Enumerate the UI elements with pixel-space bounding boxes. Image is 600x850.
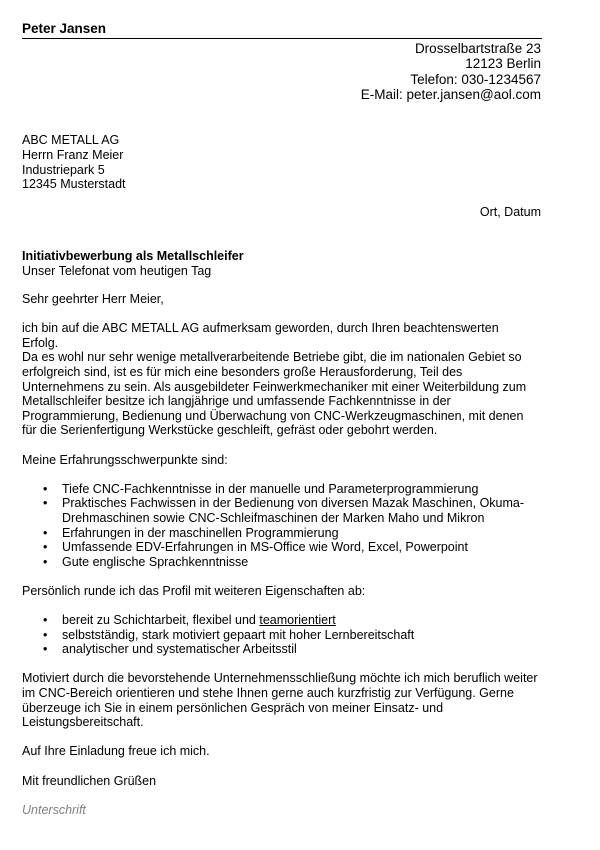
- list-item: • Gute englische Sprachkenntnisse: [62, 555, 538, 570]
- recipient-city: 12345 Musterstadt: [22, 177, 126, 192]
- recipient-company: ABC METALL AG: [22, 133, 120, 147]
- recipient-street: Industriepark 5: [22, 162, 105, 177]
- letter-body: [22, 292, 538, 832]
- subject-block: [22, 249, 542, 278]
- list-item: • Umfassende EDV-Erfahrungen in MS-Office wie Word, Excel, Powerpoint: [62, 540, 538, 555]
- recipient-address: [22, 133, 126, 192]
- list-item: • analytischer und systematischer Arbeitsstil: [62, 642, 538, 657]
- focus-list: [22, 482, 538, 570]
- underlined-word: teamorientiert: [259, 613, 336, 628]
- focus-heading: Meine Erfahrungsschwerpunkte sind:: [22, 452, 228, 467]
- subject-reference: Unser Telefonat vom heutigen Tag: [22, 263, 212, 278]
- list-item: [62, 613, 538, 628]
- list-item: • selbstständig, stark motiviert gepaart mit hoher Lernbereitschaft: [62, 628, 538, 643]
- recipient-contact: Herrn Franz Meier: [22, 147, 124, 162]
- place-date: Ort, Datum: [479, 205, 541, 219]
- sender-email: E-Mail: peter.jansen@aol.com: [360, 87, 541, 103]
- closing-line: Mit freundlichen Grüßen: [22, 773, 157, 788]
- sender-phone: Telefon: 030-1234567: [410, 71, 541, 87]
- sender-city: 12123 Berlin: [465, 56, 541, 72]
- profile-heading: Persönlich runde ich das Profil mit weiteren Eigenschaften ab:: [22, 583, 366, 598]
- profile-list: [22, 613, 538, 657]
- salutation: Sehr geehrter Herr Meier,: [22, 292, 164, 306]
- sender-street: Drosselbartstraße 23: [414, 41, 541, 56]
- signature-placeholder: Unterschrift: [22, 802, 86, 817]
- intro-paragraph-2: Da es wohl nur sehr wenige metallverarbeitende Betriebe gibt, die im nationalen Gebiet so erfolgreich sind, ist es für mich eine besonders große Herausforderung, Teil des Unternehmens zu sein. Als ausgebildeter Feinwerkmechaniker mit einer Weiterbildung zum Metallschleifer besitze ich langjährige und umfassende Fachkenntnisse in der Programmierung, Bedienung und Überwachung von CNC-Werkzeugmaschinen, mit denen für die Serienfertigung Werkstücke geschleift, gefräst oder gebohrt werden.: [22, 350, 527, 438]
- list-item-text: bereit zu Schichtarbeit, flexibel und: [62, 613, 260, 628]
- subject-title: Initiativbewerbung als Metallschleifer: [22, 249, 244, 263]
- list-item: • Erfahrungen in der maschinellen Programmierung: [62, 526, 538, 541]
- invitation-line: Auf Ihre Einladung freue ich mich.: [22, 744, 210, 759]
- sender-address: [361, 41, 541, 103]
- motivation-paragraph: Motiviert durch die bevorstehende Unternehmensschließung möchte ich mich beruflich weiter im CNC-Bereich orientieren und stehe Ihnen gerne auch kurzfristig zur Verfügung. Gerne überzeuge ich Sie in einem persönlichen Gespräch von meiner Einsatz- und Leistungsbereitschaft.: [22, 671, 538, 730]
- intro-paragraph-1: ich bin auf die ABC METALL AG aufmerksam geworden, durch Ihren beachtenswerten Erfolg.: [22, 321, 499, 350]
- list-item: • Praktisches Fachwissen in der Bedienung von diversen Mazak Maschinen, Okuma-Drehmaschinen sowie CNC-Schleifmaschinen der Marken Maho und Mikron: [62, 496, 538, 525]
- list-item: • Tiefe CNC-Fachkenntnisse in der manuelle und Parameterprogrammierung: [62, 482, 538, 497]
- sender-name: Peter Jansen: [22, 22, 542, 39]
